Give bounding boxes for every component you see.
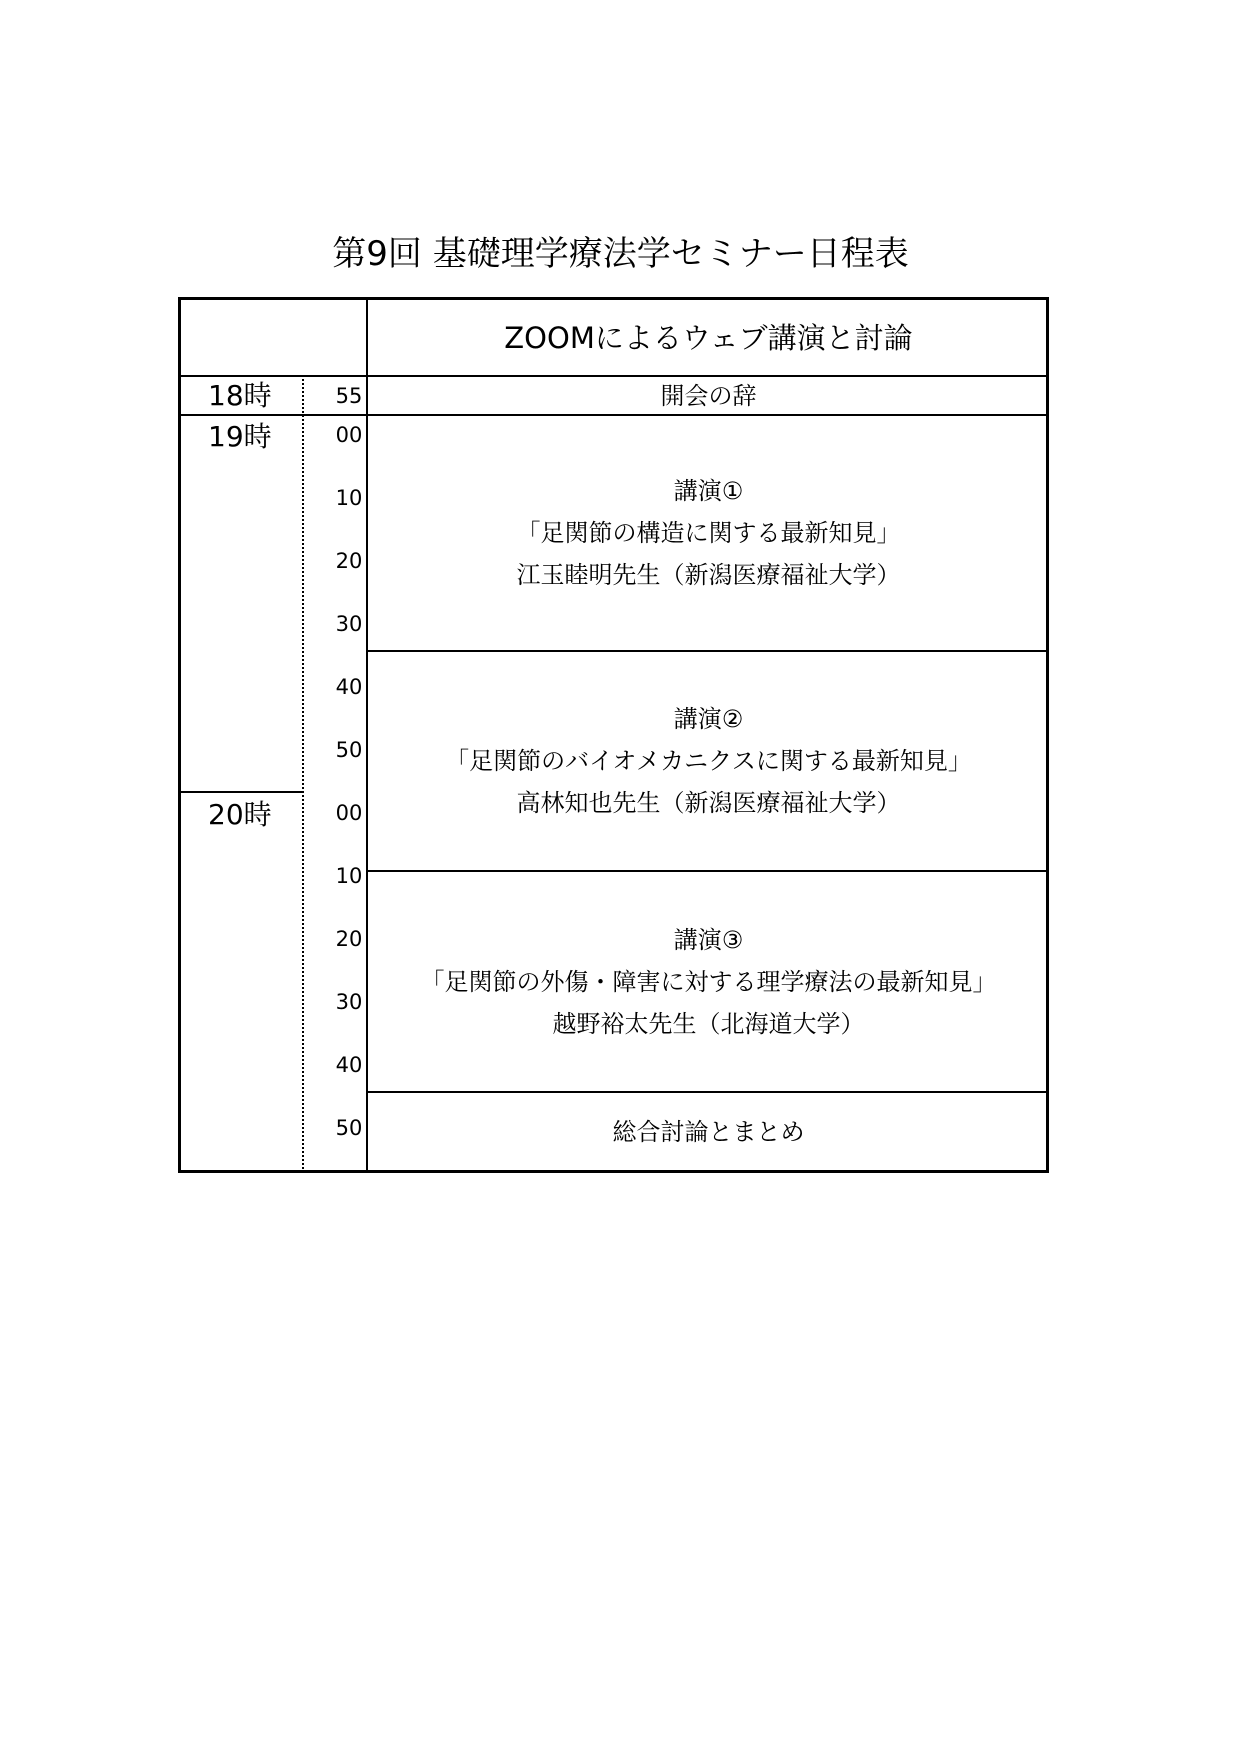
session-closing (368, 1093, 1049, 1170)
session-opening (368, 377, 1049, 414)
table-border-bottom (178, 1170, 1049, 1173)
session-line: 講演③ (673, 925, 744, 954)
minute-label: 50 (335, 738, 363, 762)
minute-label: 20 (335, 927, 363, 951)
header-column-title: ZOOMによるウェブ講演と討論 (504, 320, 913, 355)
session-line: 越野裕太先生（北海道大学） (552, 1009, 865, 1038)
session-line: 「足関節の構造に関する最新知見」 (516, 519, 901, 547)
page-title: 第9回 基礎理学療法学セミナー日程表 (332, 234, 909, 274)
minute-label: 20 (335, 549, 363, 573)
session-line: 講演① (673, 477, 744, 505)
session-line: 開会の辞 (660, 381, 757, 410)
minute-label: 00 (335, 801, 363, 825)
session-line: 総合討論とまとめ (612, 1117, 805, 1146)
minute-label: 10 (335, 486, 363, 510)
hour-label: 19時 (208, 420, 272, 453)
minute-label: 30 (335, 990, 363, 1014)
minute-label: 40 (335, 675, 363, 699)
minute-label: 55 (335, 384, 363, 408)
minute-label: 10 (335, 864, 363, 888)
session-line: 「足関節のバイオメカニクスに関する最新知見」 (445, 747, 972, 775)
header-cell (368, 300, 1049, 375)
session-line: 江玉睦明先生（新潟医療福祉大学） (516, 561, 901, 589)
session-lecture-1 (368, 416, 1049, 650)
minute-label: 30 (335, 612, 363, 636)
session-lecture-3 (368, 872, 1049, 1091)
hour-20-divider (178, 791, 303, 793)
session-line: 「足関節の外傷・障害に対する理学療法の最新知見」 (420, 967, 997, 996)
minute-label: 50 (335, 1116, 363, 1140)
session-line: 講演② (673, 705, 744, 733)
hour-minute-divider (302, 375, 304, 1173)
schedule-table (178, 297, 1049, 1173)
session-line: 高林知也先生（新潟医療福祉大学） (516, 789, 901, 817)
minute-label: 40 (335, 1053, 363, 1077)
hour-label: 20時 (208, 798, 272, 831)
table-border-left (178, 297, 181, 1173)
minute-label: 00 (335, 423, 363, 447)
hour-label: 18時 (208, 379, 272, 412)
session-lecture-2 (368, 652, 1049, 870)
